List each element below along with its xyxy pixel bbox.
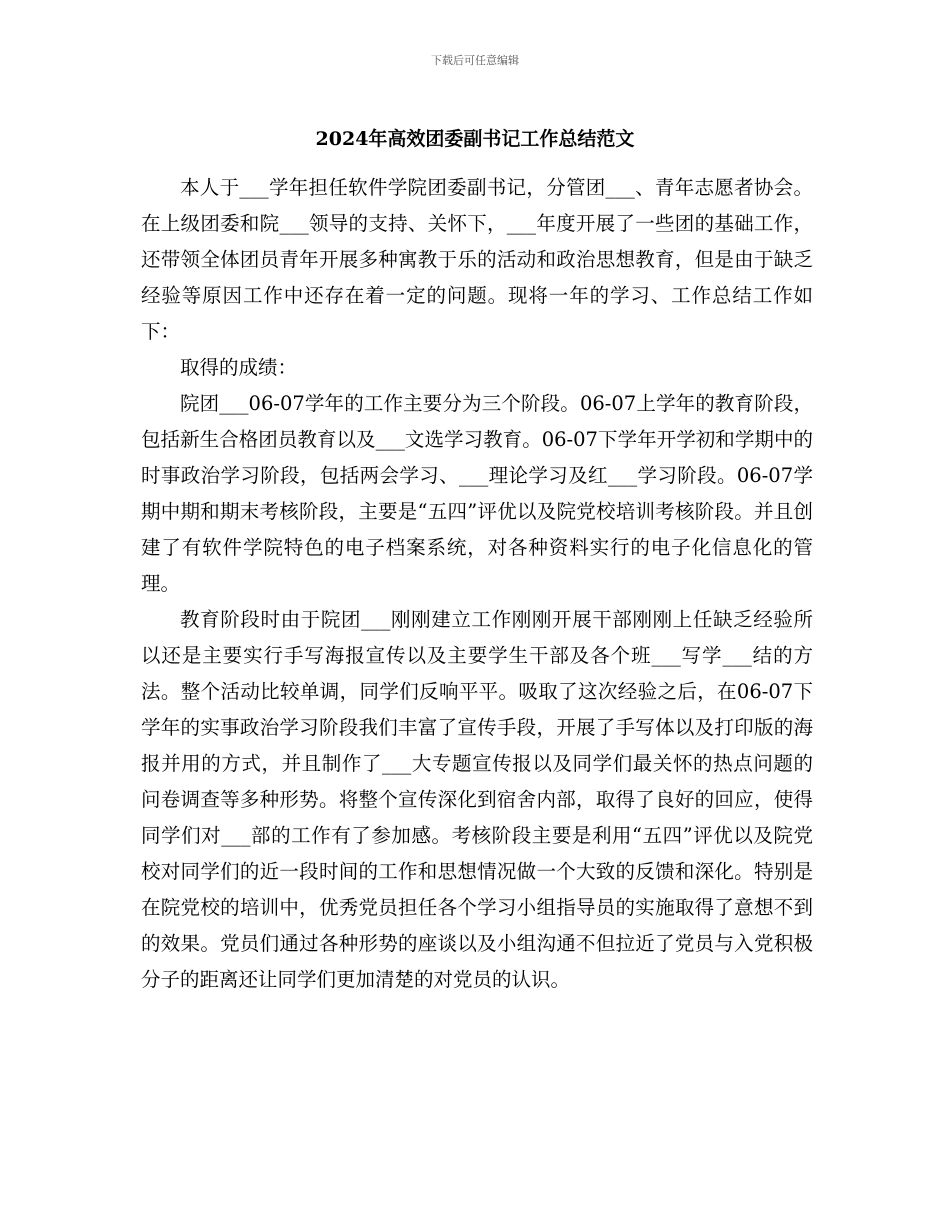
document-title: 2024年高效团委副书记工作总结范文 [315,128,635,150]
paragraph-intro: 本人于___学年担任软件学院团委副书记，分管团___、青年志愿者协会。在上级团委和院___领导的支持、关怀下，___年度开展了一些团的基础工作，还带领全体团员青年开展多种寓教于乐的活动和政治思想教育，但是由于缺乏经验等原因工作中还存在着一定的问题。现将一年的学习、工作总结工作如下： [141,176,813,343]
paragraph-education-stage: 教育阶段时由于院团___刚刚建立工作刚刚开展干部刚刚上任缺乏经验所以还是主要实行手写海报宣传以及主要学生干部及各个班___写学___结的方法。整个活动比较单调，同学们反响平平。吸取了这次经验之后，在06-07下学年的实事政治学习阶段我们丰富了宣传手段，开展了手写体以及打印版的海报并用的方式，并且制作了___大专题宣传报以及同学们最关怀的热点问题的问卷调查等多种形势。将整个宣传深化到宿舍内部，取得了良好的回应，使得同学们对___部的工作有了参加感。考核阶段主要是利用“五四”评优以及院党校对同学们的近一段时间的工作和思想情况做一个大致的反馈和深化。特别是在院党校的培训中，优秀党员担任各个学习小组指导员的实施取得了意想不到的效果。党员们通过各种形势的座谈以及小组沟通不但拉近了党员与入党积极分子的距离还让同学们更加清楚的对党员的认识。 [141,608,813,991]
header-note: 下载后可任意编辑 [431,54,519,67]
document-body [141,170,813,998]
paragraph-three-stages: 院团___06-07学年的工作主要分为三个阶段。06-07上学年的教育阶段，包括新生合格团员教育以及___文选学习教育。06-07下学年开学初和学期中的时事政治学习阶段，包括两会学习、___理论学习及红___学习阶段。06-07学期中期和期末考核阶段，主要是“五四”评优以及院党校培训考核阶段。并且创建了有软件学院特色的电子档案系统，对各种资料实行的电子化信息化的管理。 [141,392,813,595]
paragraph-achievements-heading: 取得的成绩： [180,356,298,379]
